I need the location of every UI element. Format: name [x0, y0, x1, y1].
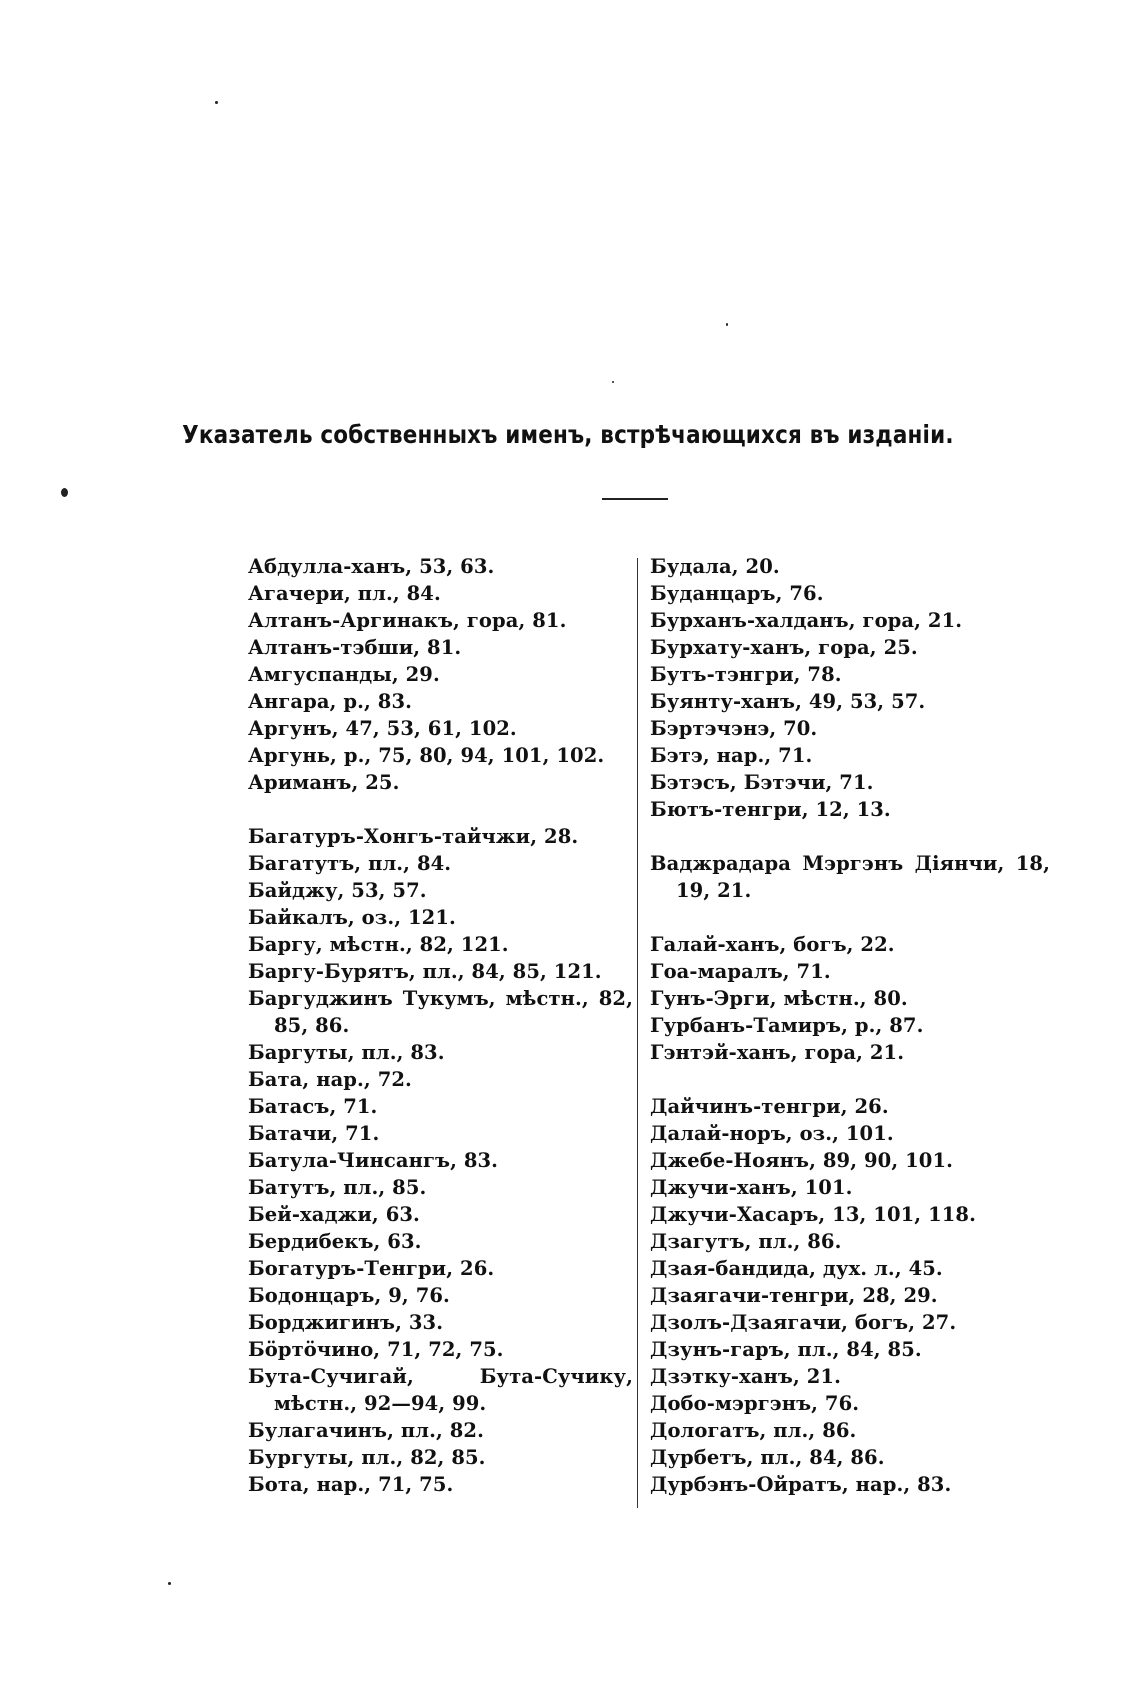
index-entry: Бутъ-тэнгри, 78.: [650, 663, 842, 686]
index-entry: Алтанъ-Аргинакъ, гора, 81.: [248, 609, 567, 632]
index-entry: Багатутъ, пл., 84.: [248, 852, 452, 875]
index-column-left: [248, 553, 633, 1498]
index-entry: Бютъ-тенгри, 12, 13.: [650, 798, 891, 821]
index-entry: Булагачинъ, пл., 82.: [248, 1419, 484, 1442]
column-divider: [637, 558, 638, 1508]
index-entry: Дурбетъ, пл., 84, 86.: [650, 1446, 885, 1469]
index-entry: Амгуспанды, 29.: [248, 663, 440, 686]
section-gap: [650, 823, 1050, 850]
index-entry: Бута-Сучигай, Бута-Сучику, мѣстн., 92—94, 99.: [248, 1365, 633, 1415]
index-entry: Дзэтку-ханъ, 21.: [650, 1365, 841, 1388]
index-entry: Агачери, пл., 84.: [248, 582, 441, 605]
index-entry: Дологатъ, пл., 86.: [650, 1419, 857, 1442]
index-entry: Батула-Чинсангъ, 83.: [248, 1149, 499, 1172]
index-entry: Ваджрадара Мэргэнъ Діянчи, 18, 19, 21.: [650, 852, 1050, 902]
index-entry: Будала, 20.: [650, 555, 780, 578]
scan-speck: [612, 381, 614, 383]
index-entry: Дзаягачи-тенгри, 28, 29.: [650, 1284, 938, 1307]
index-entry: Джучи-Хасаръ, 13, 101, 118.: [650, 1203, 976, 1226]
index-entry: Баргу, мѣстн., 82, 121.: [248, 933, 509, 956]
index-entry: Джучи-ханъ, 101.: [650, 1176, 853, 1199]
index-entry: Гэнтэй-ханъ, гора, 21.: [650, 1041, 905, 1064]
index-entry: Аргунь, р., 75, 80, 94, 101, 102.: [248, 744, 605, 767]
index-entry: Байджу, 53, 57.: [248, 879, 427, 902]
index-entry: Гоа-маралъ, 71.: [650, 960, 831, 983]
index-entry: Бата, нар., 72.: [248, 1068, 412, 1091]
section-gap: [650, 904, 1050, 931]
index-entry: Гурбанъ-Тамиръ, р., 87.: [650, 1014, 924, 1037]
index-entry: Бэтэсъ, Бэтэчи, 71.: [650, 771, 874, 794]
index-entry: Дайчинъ-тенгри, 26.: [650, 1095, 889, 1118]
section-gap: [650, 1066, 1050, 1093]
index-entry: Дзолъ-Дзаягачи, богъ, 27.: [650, 1311, 957, 1334]
index-entry: Галай-ханъ, богъ, 22.: [650, 933, 895, 956]
index-entry: Буданцаръ, 76.: [650, 582, 824, 605]
index-entry: Богатуръ-Тенгри, 26.: [248, 1257, 495, 1280]
index-entry: Бэртэчэнэ, 70.: [650, 717, 818, 740]
section-gap: [248, 796, 633, 823]
index-entry: Добо-мэргэнъ, 76.: [650, 1392, 860, 1415]
page-title: Указатель собственныхъ именъ, встрѣчающихся въ изданіи.: [182, 420, 954, 449]
index-entry: Батутъ, пл., 85.: [248, 1176, 427, 1199]
index-entry: Буянту-ханъ, 49, 53, 57.: [650, 690, 926, 713]
index-entry: Бота, нар., 71, 75.: [248, 1473, 454, 1496]
index-entry: Бöртöчино, 71, 72, 75.: [248, 1338, 504, 1361]
index-entry: Бэтэ, нар., 71.: [650, 744, 813, 767]
index-entry: Дурбэнъ-Ойратъ, нар., 83.: [650, 1473, 952, 1496]
index-entry: Батачи, 71.: [248, 1122, 380, 1145]
index-entry: Бердибекъ, 63.: [248, 1230, 422, 1253]
index-entry: Байкалъ, оз., 121.: [248, 906, 456, 929]
index-entry: Багатуръ-Хонгъ-тайчжи, 28.: [248, 825, 579, 848]
title-rule: [602, 498, 668, 500]
scan-speck: [726, 323, 728, 326]
index-entry: Бурхату-ханъ, гора, 25.: [650, 636, 918, 659]
index-entry: Борджигинъ, 33.: [248, 1311, 444, 1334]
index-entry: Ариманъ, 25.: [248, 771, 400, 794]
index-entry: Гунъ-Эрги, мѣстн., 80.: [650, 987, 908, 1010]
index-entry: Аргунъ, 47, 53, 61, 102.: [248, 717, 517, 740]
index-entry: Бургуты, пл., 82, 85.: [248, 1446, 486, 1469]
index-entry: Алтанъ-тэбши, 81.: [248, 636, 462, 659]
index-entry: Дзагутъ, пл., 86.: [650, 1230, 842, 1253]
index-entry: Бодонцаръ, 9, 76.: [248, 1284, 450, 1307]
index-entry: Ангара, р., 83.: [248, 690, 413, 713]
index-entry: Баргуджинъ Тукумъ, мѣстн., 82, 85, 86.: [248, 987, 633, 1037]
index-entry: Дзая-бандида, дух. л., 45.: [650, 1257, 943, 1280]
index-column-right: [650, 553, 1050, 1498]
index-entry: Бурханъ-халданъ, гора, 21.: [650, 609, 963, 632]
index-entry: Бей-хаджи, 63.: [248, 1203, 420, 1226]
scan-speck: [61, 488, 68, 497]
index-entry: Далай-норъ, оз., 101.: [650, 1122, 894, 1145]
scan-speck: [215, 101, 218, 104]
index-entry: Баргуты, пл., 83.: [248, 1041, 445, 1064]
index-entry: Дзунъ-гаръ, пл., 84, 85.: [650, 1338, 922, 1361]
index-entry: Батасъ, 71.: [248, 1095, 378, 1118]
scan-speck: [168, 1582, 171, 1585]
index-entry: Баргу-Бурятъ, пл., 84, 85, 121.: [248, 960, 602, 983]
index-entry: Джебе-Ноянъ, 89, 90, 101.: [650, 1149, 954, 1172]
index-entry: Абдулла-ханъ, 53, 63.: [248, 555, 495, 578]
